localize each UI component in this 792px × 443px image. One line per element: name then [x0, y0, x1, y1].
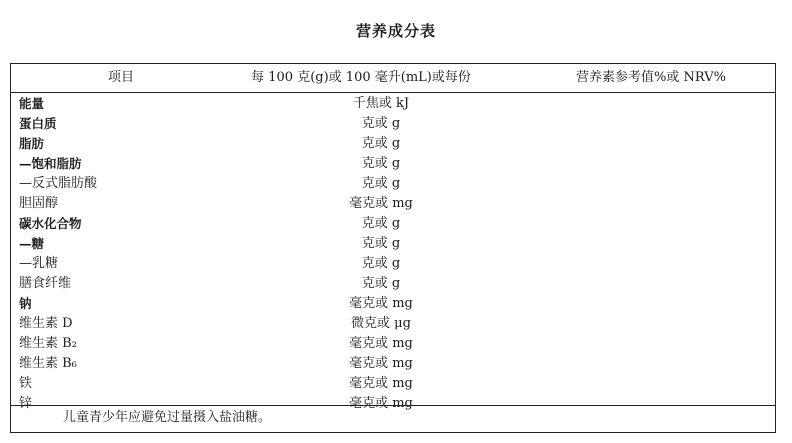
- table-row: [11, 134, 775, 154]
- table-row: [11, 274, 775, 294]
- table-row: [11, 374, 775, 394]
- header-item: 项目: [107, 70, 134, 85]
- table-row: [11, 174, 775, 194]
- nutrient-name: —糖: [19, 236, 45, 251]
- nutrient-unit: 克或 g: [361, 176, 401, 191]
- nutrient-name: 膳食纤维: [19, 276, 72, 291]
- nutrient-unit: 微克或 μg: [351, 316, 411, 331]
- nutrient-name: 维生素 B₆: [19, 356, 77, 371]
- nutrient-name: 胆固醇: [19, 196, 59, 211]
- table-header: [11, 64, 775, 93]
- nutrient-unit: 毫克或 mg: [349, 196, 413, 211]
- table-row: [11, 234, 775, 254]
- footnote-text: 儿童青少年应避免过量摄入盐油糖。: [63, 410, 272, 425]
- page-title: 营养成分表: [355, 22, 436, 40]
- nutrient-name: 锌: [19, 396, 33, 411]
- nutrient-unit: 千焦或 kJ: [352, 96, 410, 111]
- nutrient-name: —反式脂肪酸: [19, 176, 98, 191]
- nutrient-name: 碳水化合物: [19, 216, 82, 231]
- nutrient-unit: 克或 g: [361, 256, 401, 271]
- header-nrv: 营养素参考值%或 NRV%: [576, 70, 726, 85]
- table-row: [11, 294, 775, 314]
- table-row: [11, 114, 775, 134]
- nutrient-name: 维生素 D: [19, 316, 73, 331]
- nutrient-name: 蛋白质: [19, 116, 57, 131]
- nutrition-table: [10, 63, 776, 433]
- nutrient-name: 能量: [19, 96, 45, 111]
- table-row: [11, 94, 775, 114]
- nutrient-unit: 克或 g: [361, 156, 401, 171]
- nutrient-unit: 毫克或 mg: [349, 356, 413, 371]
- nutrient-unit: 毫克或 mg: [349, 296, 413, 311]
- header-unit: 每 100 克(g)或 100 毫升(mL)或每份: [251, 70, 471, 85]
- nutrient-unit: 克或 g: [361, 276, 401, 291]
- table-footnote-row: [11, 405, 775, 432]
- nutrient-unit: 毫克或 mg: [349, 376, 413, 391]
- nutrient-name: 钠: [19, 296, 32, 311]
- table-row: [11, 314, 775, 334]
- table-row: [11, 214, 775, 234]
- table-body: [11, 94, 775, 414]
- table-row: [11, 154, 775, 174]
- nutrient-name: 铁: [19, 376, 33, 391]
- nutrient-unit: 克或 g: [361, 136, 401, 151]
- nutrient-unit: 毫克或 mg: [349, 336, 413, 351]
- nutrient-name: 脂肪: [19, 136, 45, 151]
- table-row: [11, 194, 775, 214]
- table-row: [11, 354, 775, 374]
- nutrient-name: —乳糖: [19, 256, 59, 271]
- table-row: [11, 334, 775, 354]
- table-row: [11, 254, 775, 274]
- nutrient-name: 维生素 B₂: [19, 336, 77, 351]
- nutrient-name: —饱和脂肪: [19, 156, 82, 171]
- nutrient-unit: 克或 g: [361, 236, 401, 251]
- nutrient-unit: 克或 g: [361, 216, 401, 231]
- nutrient-unit: 克或 g: [361, 116, 401, 131]
- nutrient-unit: 毫克或 mg: [349, 396, 413, 411]
